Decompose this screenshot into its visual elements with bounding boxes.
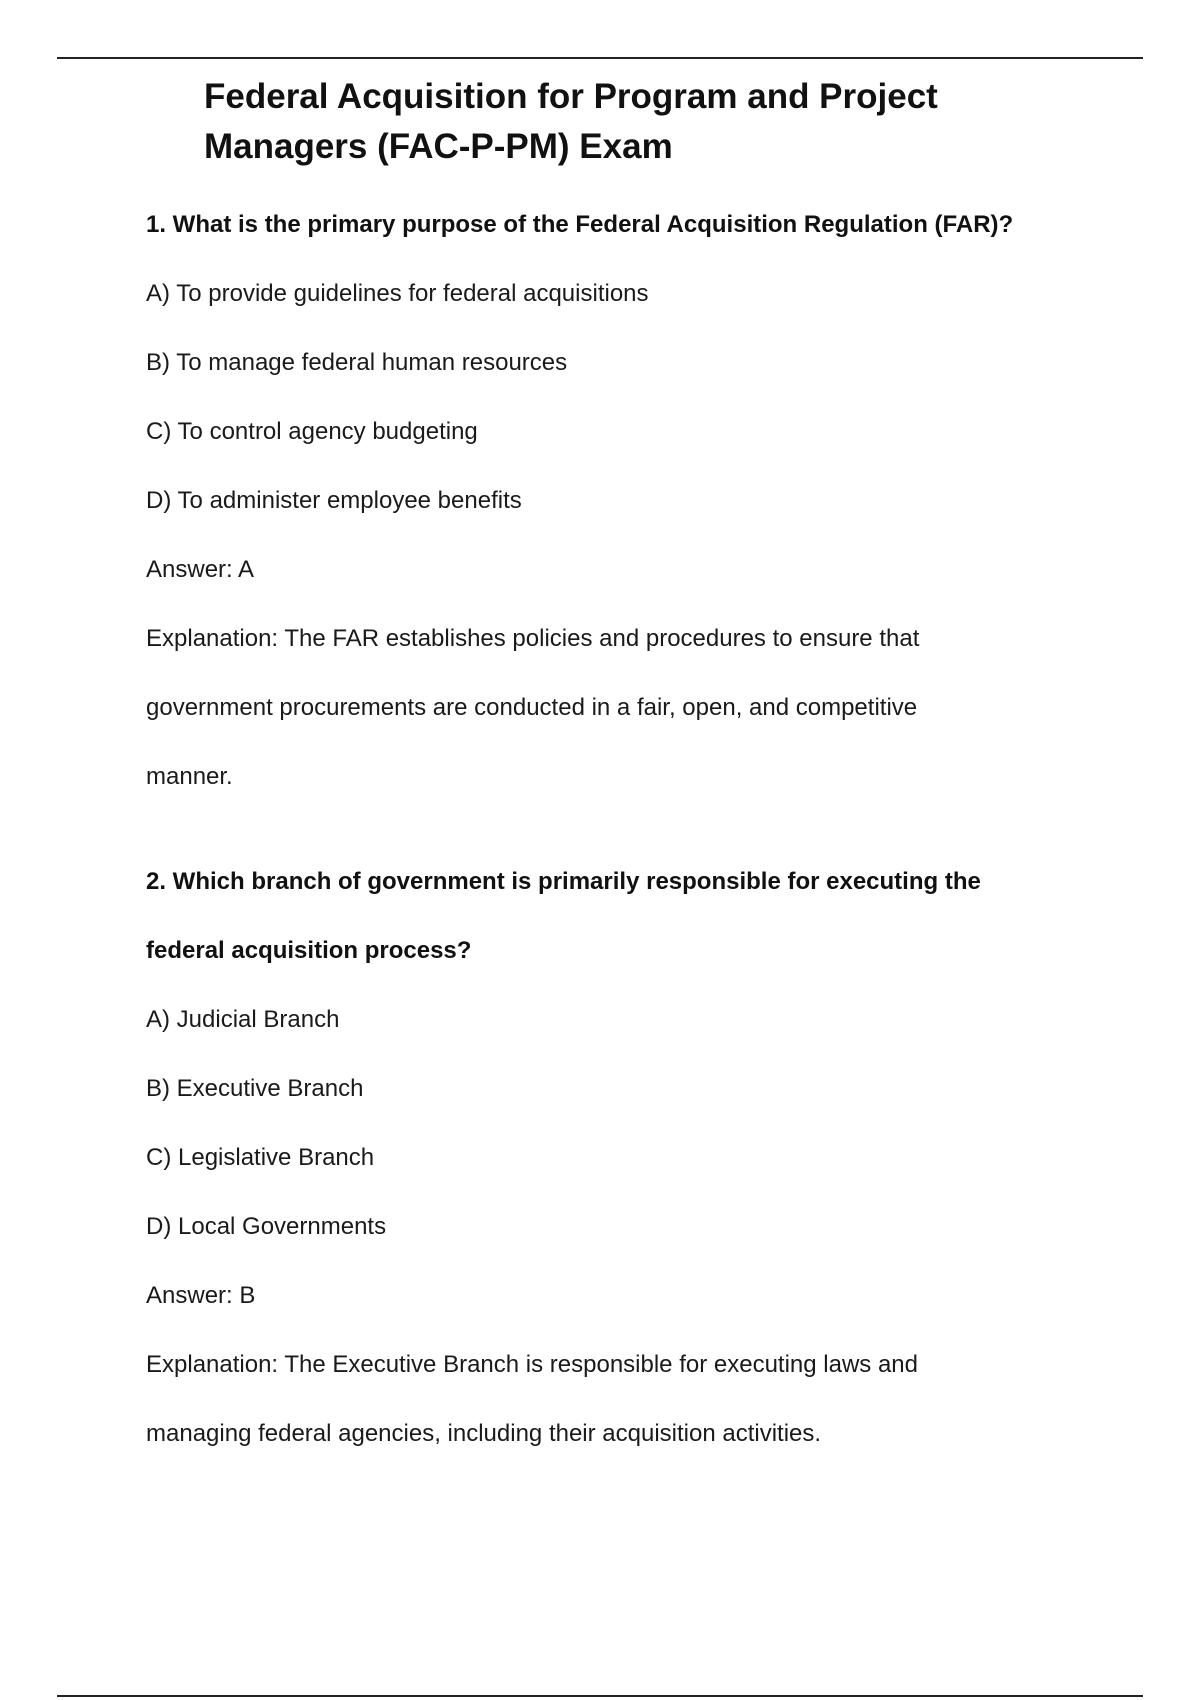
question-text: federal acquisition process? (146, 937, 472, 964)
answer: Answer: B (146, 1282, 256, 1309)
question-text: 1. What is the primary purpose of the Federal Acquisition Regulation (FAR)? (146, 211, 1014, 238)
title-line-2: Managers (FAC-P-PM) Exam (204, 127, 673, 166)
explanation-line: Explanation: The Executive Branch is responsible for executing laws and (146, 1351, 918, 1378)
answer: Answer: A (146, 556, 255, 583)
top-divider (57, 57, 1143, 59)
option-a: A) Judicial Branch (146, 1006, 340, 1033)
option-b: B) To manage federal human resources (146, 349, 568, 376)
option-a: A) To provide guidelines for federal acquisitions (146, 280, 649, 307)
page-title (204, 72, 1004, 172)
explanation-line: government procurements are conducted in a fair, open, and competitive (146, 694, 918, 721)
option-c: C) Legislative Branch (146, 1144, 375, 1171)
question-text: 2. Which branch of government is primarily responsible for executing the (146, 868, 981, 895)
explanation (146, 604, 1046, 811)
bottom-divider (57, 1695, 1143, 1697)
option-c: C) To control agency budgeting (146, 418, 478, 445)
explanation (146, 1330, 1046, 1468)
title-line-1: Federal Acquisition for Program and Project (204, 77, 938, 116)
exam-content (146, 190, 1046, 1468)
option-d: D) To administer employee benefits (146, 487, 522, 514)
option-b: B) Executive Branch (146, 1075, 364, 1102)
question-1 (146, 190, 1046, 811)
question-2 (146, 847, 1046, 1468)
explanation-line: manner. (146, 763, 233, 790)
section-spacer (146, 811, 1046, 847)
explanation-line: managing federal agencies, including their acquisition activities. (146, 1420, 822, 1447)
option-d: D) Local Governments (146, 1213, 387, 1240)
explanation-line: Explanation: The FAR establishes policies and procedures to ensure that (146, 625, 920, 652)
